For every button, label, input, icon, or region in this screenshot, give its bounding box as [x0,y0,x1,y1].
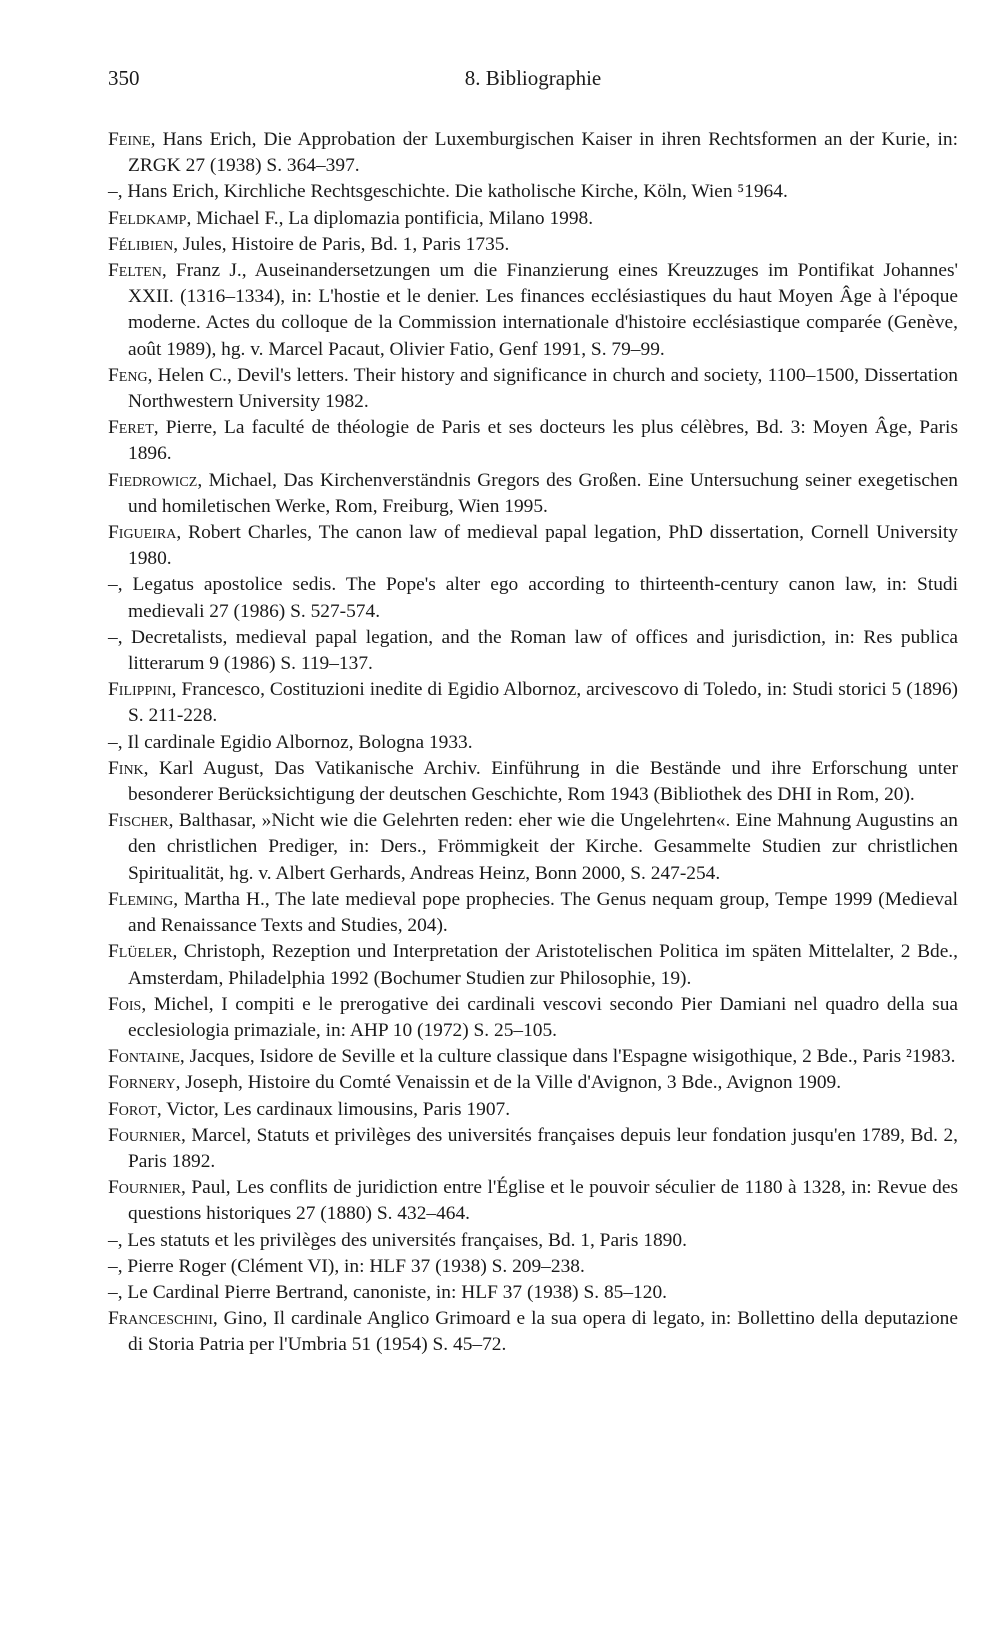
entry-text: –, Legatus apostolice sedis. The Pope's alter ego according to thirteenth-century canon law, in: Studi medievali 27 (1986) S. 527-574. [108,574,958,622]
entry-author: Feldkamp [108,207,187,229]
bibliography-entry [108,1228,958,1254]
entry-author: Fournier [108,1177,182,1199]
entry-text: –, Pierre Roger (Clément VI), in: HLF 37 (1938) S. 209–238. [108,1255,585,1277]
bibliography-entry [108,939,958,991]
bibliography-entry [108,756,958,808]
entry-text: –, Les statuts et les privilèges des universités françaises, Bd. 1, Paris 1890. [108,1229,687,1251]
bibliography-entry [108,1254,958,1280]
entry-author: Forot [108,1098,157,1120]
entry-author: Filippini [108,679,172,701]
bibliography-entry [108,887,958,939]
entry-text: , Paul, Les conflits de juridiction entre l'Église et le pouvoir séculier de 1180 à 1328, in: Revue des questions historiques 27 (1880) S. 432–464. [128,1177,958,1225]
entry-text: , Michael F., La diplomazia pontificia, Milano 1998. [186,207,594,229]
bibliography-entry [108,232,958,258]
bibliography-entry [108,179,958,205]
entry-author: Fiedrowicz [108,469,198,491]
entry-author: Feret [108,417,154,439]
bibliography-entry [108,1175,958,1227]
entry-text: –, Decretalists, medieval papal legation, and the Roman law of offices and jurisdiction, in: Res publica litterarum 9 (1986) S. 119–137. [108,626,958,675]
page-header [108,66,958,96]
bibliography-entry [108,520,958,572]
page-number: 350 [108,66,140,90]
entry-author: Fois [108,993,142,1015]
entry-author: Feine [108,129,151,150]
entry-text: , Balthasar, »Nicht wie die Gelehrten reden: eher wie die Ungelehrten«. Eine Mahnung Augustins an den christlichen Prediger, in: Ders., Frömmigkeit der Kirche. Gesammelte Studien zur christlichen Spiritualität, hg. v. Albert Gerhards, Andreas Heinz, Bonn 2000, S. 247-254. [128,810,958,884]
entry-text: –, Il cardinale Egidio Albornoz, Bologna 1933. [108,731,473,753]
entry-text: –, Le Cardinal Pierre Bertrand, canoniste, in: HLF 37 (1938) S. 85–120. [108,1281,667,1303]
entry-author: Fontaine [108,1046,180,1068]
bibliography-entry [108,572,958,624]
entry-text: , Helen C., Devil's letters. Their history and significance in church and society, 1100–1500, Dissertation Northwestern University 1982. [128,364,958,413]
bibliography-entry [108,1306,958,1358]
bibliography-entry [108,1070,958,1096]
entry-text: , Michel, I compiti e le prerogative dei cardinali vescovi secondo Pier Damiani nel quadro della sua ecclesiologia primaziale, in: AHP 10 (1972) S. 25–105. [128,993,958,1041]
bibliography-entry [108,808,958,887]
entry-author: Fournier [108,1124,182,1146]
entry-author: Franceschini [108,1308,213,1330]
entry-author: Fink [108,757,144,779]
bibliography-entry [108,1280,958,1306]
entry-author: Fischer [108,810,169,832]
bibliography-entry [108,992,958,1044]
bibliography-entry [108,415,958,467]
bibliography-entry [108,677,958,729]
entry-text: , Robert Charles, The canon law of medieval papal legation, PhD dissertation, Cornell University 1980. [128,522,958,570]
entry-text: –, Hans Erich, Kirchliche Rechtsgeschichte. Die katholische Kirche, Köln, Wien ⁵1964. [108,181,788,203]
entry-author: Figueira [108,522,177,544]
bibliography-list [108,127,958,1359]
bibliography-entry [108,363,958,415]
bibliography-entry [108,468,958,520]
entry-text: , Victor, Les cardinaux limousins, Paris 1907. [156,1098,511,1120]
entry-author: Felten [108,260,162,282]
entry-text: , Michael, Das Kirchenverständnis Gregors des Großen. Eine Untersuchung seiner exegetischen und homiletischen Werke, Rom, Freiburg, Wien 1995. [128,469,958,517]
entry-text: , Gino, Il cardinale Anglico Grimoard e la sua opera di legato, in: Bollettino della deputazione di Storia Patria per l'Umbria 51 (1954) S. 45–72. [128,1308,958,1356]
entry-author: Fleming [108,888,174,910]
entry-text: , Marcel, Statuts et privilèges des universités françaises depuis leur fondation jusqu'en 1789, Bd. 2, Paris 1892. [128,1124,958,1172]
bibliography-entry [108,625,958,677]
bibliography-entry [108,1123,958,1175]
entry-text: , Francesco, Costituzioni inedite di Egidio Albornoz, arcivescovo di Toledo, in: Studi storici 5 (1896) S. 211-228. [128,679,958,727]
entry-text: , Franz J., Auseinandersetzungen um die Finanzierung eines Kreuzzuges im Pontifikat Johannes' XXII. (1316–1334), in: L'hostie et le denier. Les finances ecclésiastiques du haut Moyen Âge à l'époque moderne. Actes du colloque de la Commission internationale d'histoire ecclésiastique comparée (Genève, août 1989), hg. v. Marcel Pacaut, Olivier Fatio, Genf 1991, S. 79–99. [128,260,958,360]
entry-text: , Karl August, Das Vatikanische Archiv. Einführung in die Bestände und ihre Erforschung unter besonderer Berücksichtigung der deutschen Geschichte, Rom 1943 (Bibliothek des DHI in Rom, 20). [128,757,958,806]
entry-author: Feng [108,364,148,386]
bibliography-entry [108,127,958,179]
entry-text: , Jules, Histoire de Paris, Bd. 1, Paris 1735. [173,233,510,255]
entry-text: , Pierre, La faculté de théologie de Paris et ses docteurs les plus célèbres, Bd. 3: Moyen Âge, Paris 1896. [128,417,958,465]
bibliography-entry [108,1097,958,1123]
entry-text: , Hans Erich, Die Approbation der Luxemburgischen Kaiser in ihren Rechtsformen an der Kurie, in: ZRGK 27 (1938) S. 364–397. [128,129,958,177]
entry-author: Félibien [108,233,174,255]
running-head: 8. Bibliographie [464,66,602,90]
bibliography-entry [108,730,958,756]
bibliography-entry [108,1044,958,1070]
entry-text: , Jacques, Isidore de Seville et la culture classique dans l'Espagne wisigothique, 2 Bde., Paris ²1983. [179,1046,956,1068]
entry-author: Flüeler [108,941,173,963]
entry-text: , Martha H., The late medieval pope prophecies. The Genus nequam group, Tempe 1999 (Medieval and Renaissance Texts and Studies, 204). [128,888,958,937]
entry-text: , Christoph, Rezeption und Interpretation der Aristotelischen Politica im späten Mittelalter, 2 Bde., Amsterdam, Philadelphia 1992 (Bochumer Studien zur Philosophie, 19). [128,941,958,989]
entry-author: Fornery [108,1072,176,1094]
bibliography-entry [108,258,958,363]
bibliography-entry [108,206,958,232]
entry-text: , Joseph, Histoire du Comté Venaissin et de la Ville d'Avignon, 3 Bde., Avignon 1909. [175,1072,842,1094]
